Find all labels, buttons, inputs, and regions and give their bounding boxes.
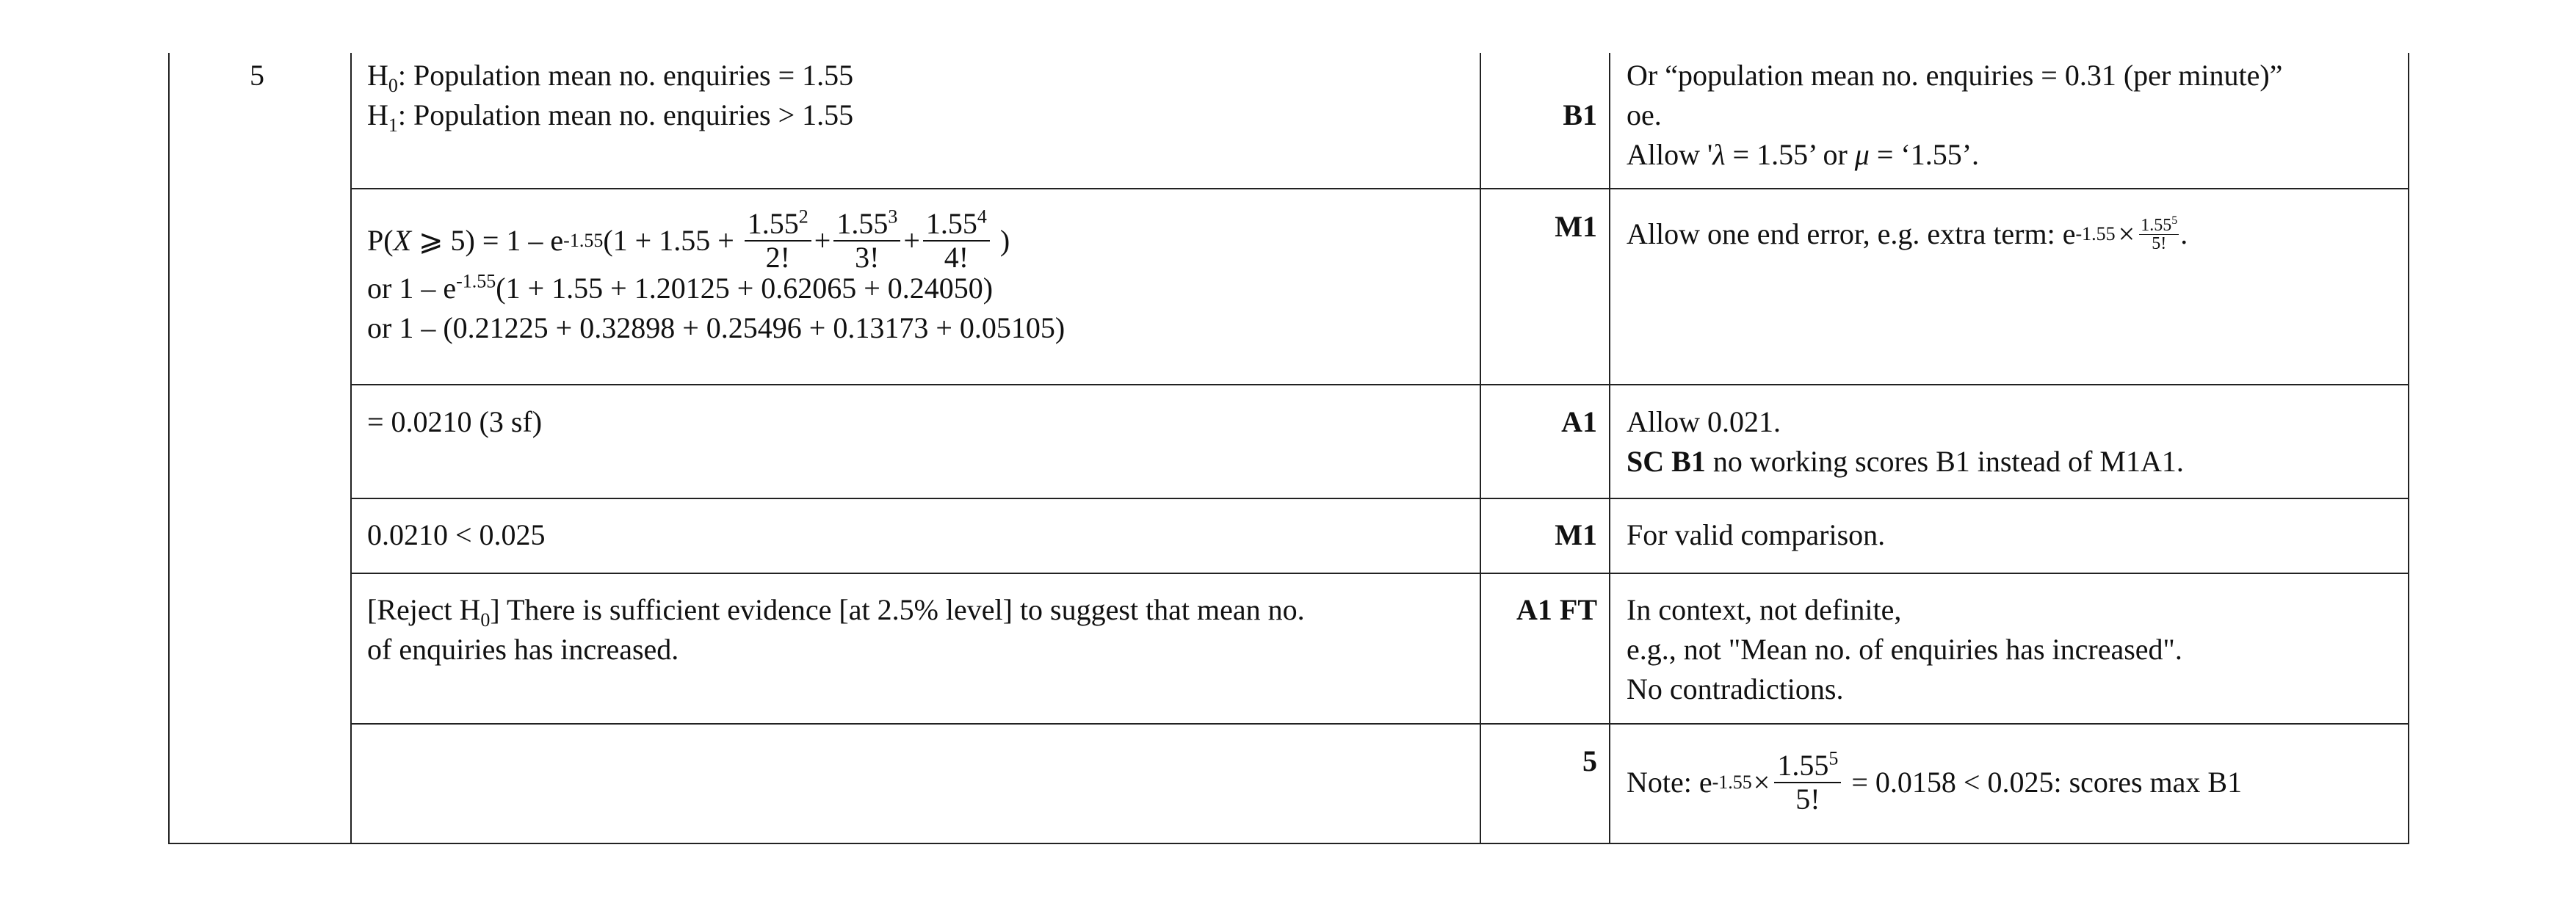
small-fraction: $\frac{1.55^5}{5!}$ [2141, 214, 2178, 253]
alternative-hypothesis: $H_1$: Population mean no. enquiries > 1.55 [367, 98, 854, 136]
null-hypothesis: $H_0$: Population mean no. enquiries = 1.55 [367, 59, 854, 96]
answer-comparison [367, 515, 1469, 555]
guidance-line: oe. [1627, 98, 1662, 131]
fraction-term: $\frac{1.55^5}{5!}$ [1774, 750, 1841, 816]
mark-label: A1 FT [1516, 593, 1597, 626]
guidance-line: Allow one end error, e.g. extra term: e -1.55 × $\frac{1.55^5}{5!}$ . [1627, 214, 2188, 253]
column-divider-answer [1480, 53, 1481, 844]
fraction-term: $\frac{1.55^4}{4!}$ [923, 208, 990, 274]
row-divider [350, 573, 2409, 574]
row-divider [350, 723, 2409, 725]
mark-label: A1 [1561, 405, 1597, 438]
guidance-probability [1627, 214, 2398, 254]
answer-hypotheses [367, 56, 1469, 135]
table-border-bottom [168, 843, 2409, 844]
guidance-line: Or “population mean no. enquiries = 0.31 (per minute)” [1627, 59, 2283, 92]
probability-line: or 1 – (0.21225 + 0.32898 + 0.25496 + 0.13173 + 0.05105) [367, 311, 1066, 344]
answer-result [367, 402, 1469, 442]
guidance-line: Allow 'λ = 1.55’ or μ = ‘1.55’. [1627, 138, 1980, 171]
guidance-result [1627, 402, 2398, 482]
conclusion-line: [Reject $H_0$] There is sufficient evidence [at 2.5% level] to suggest that mean no. [367, 593, 1305, 631]
result-line: = 0.0210 (3 sf) [367, 405, 543, 438]
answer-conclusion [367, 590, 1469, 669]
guidance-line: For valid comparison. [1627, 518, 1886, 551]
note-line: Note: e -1.55 × $\frac{1.55^5}{5!}$ = 0.0158 < 0.025: scores max B1 [1627, 747, 2243, 816]
probability-expression: P( X ⩾ 5) = 1 – e -1.55 (1 + 1.55 + $\frac{1.55^2}{2!}$ + $\frac{1.55^3}{3!}$ + $\frac{1.55^4}{4!}$ ) [367, 206, 1010, 274]
question-number: 5 [250, 59, 264, 92]
mark-label: M1 [1555, 210, 1597, 243]
row-divider [350, 188, 2409, 189]
comparison-line: 0.0210 < 0.025 [367, 518, 546, 551]
guidance-line: SC B1 no working scores B1 instead of M1A1. [1627, 445, 2184, 478]
table-border-left [168, 53, 170, 844]
fraction-term: $\frac{1.55^3}{3!}$ [833, 208, 900, 274]
answer-probability [367, 206, 1469, 348]
guidance-line: e.g., not "Mean no. of enquiries has increased". [1627, 633, 2182, 666]
table-border-right [2408, 53, 2409, 844]
row-divider [350, 498, 2409, 499]
column-divider-question [350, 53, 352, 844]
probability-line: or $1 - e^{-1.55}(1 + 1.55 + 1.20125 + 0.62065 + 0.24050)$ [367, 270, 994, 305]
guidance-conclusion [1627, 590, 2398, 709]
guidance-line: Allow 0.021. [1627, 405, 1781, 438]
guidance-note [1627, 746, 2398, 819]
conclusion-line: of enquiries has increased. [367, 633, 679, 666]
column-divider-marks [1609, 53, 1610, 844]
guidance-line: In context, not definite, [1627, 593, 1902, 626]
total-marks: 5 [1582, 744, 1597, 777]
guidance-comparison [1627, 515, 2398, 555]
guidance-hypotheses [1627, 56, 2398, 175]
row-divider [350, 384, 2409, 385]
guidance-line: No contradictions. [1627, 672, 1844, 705]
fraction-term: $\frac{1.55^2}{2!}$ [745, 208, 811, 274]
mark-label: B1 [1563, 98, 1597, 131]
mark-label: M1 [1555, 518, 1597, 551]
